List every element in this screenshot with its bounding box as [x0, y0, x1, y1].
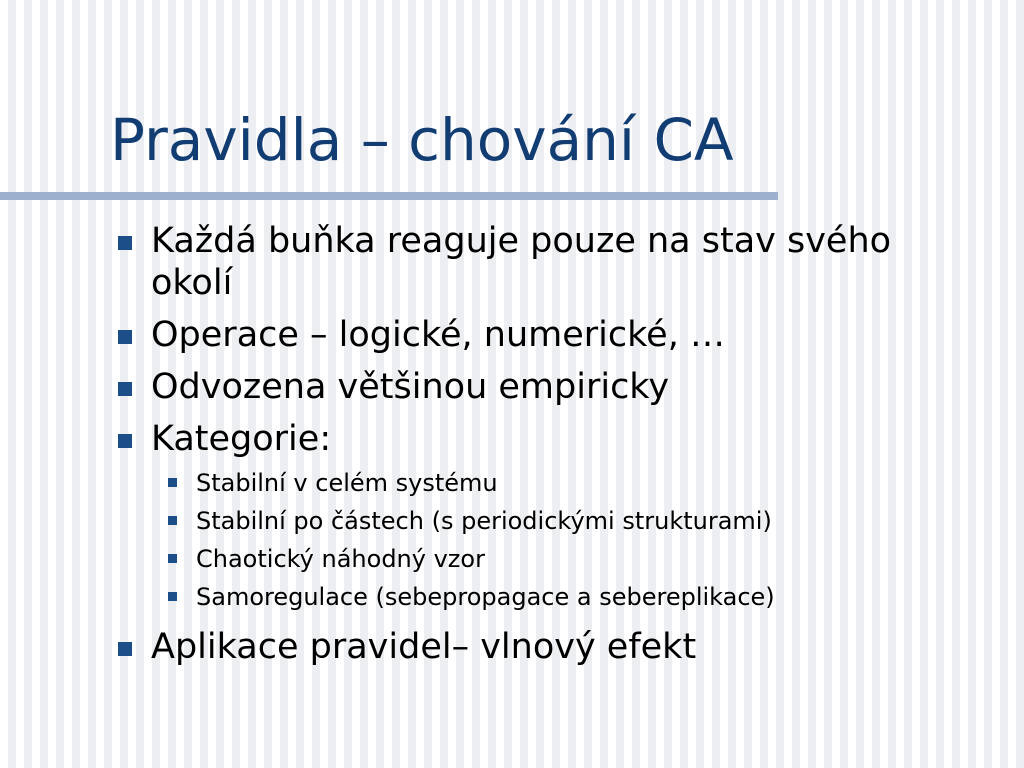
square-bullet-icon: [118, 642, 132, 656]
sub-bullet-text: Samoregulace (sebepropagace a sebereplikace): [196, 583, 775, 611]
bullet-text: Aplikace pravidel– vlnový efekt: [151, 627, 697, 667]
bullet-item: [110, 626, 910, 668]
square-bullet-icon: [118, 330, 132, 344]
square-bullet-icon: [118, 236, 132, 250]
square-bullet-icon: [118, 434, 132, 448]
bullet-text: Operace – logické, numerické, …: [151, 315, 725, 355]
bullet-item: [110, 418, 910, 460]
sub-bullet-text: Stabilní v celém systému: [196, 469, 498, 497]
slide-title: Pravidla – chování CA: [110, 106, 734, 174]
sub-bullet-text: Chaotický náhodný vzor: [196, 545, 485, 573]
title-divider: [0, 192, 778, 200]
bullet-text: Kategorie:: [151, 419, 332, 459]
sub-bullet-text: Stabilní po částech (s periodickými strukturami): [196, 507, 772, 535]
sub-bullet-item: [110, 502, 910, 540]
square-bullet-icon: [168, 516, 177, 525]
sub-bullet-list: [110, 464, 910, 616]
square-bullet-icon: [168, 478, 177, 487]
bullet-item: [110, 314, 910, 356]
bullet-text: Každá buňka reaguje pouze na stav svého okolí: [151, 221, 892, 303]
sub-bullet-item: [110, 578, 910, 616]
square-bullet-icon: [168, 554, 177, 563]
square-bullet-icon: [118, 382, 132, 396]
bullet-text: Odvozena většinou empiricky: [151, 367, 670, 407]
sub-bullet-item: [110, 464, 910, 502]
sub-bullet-item: [110, 540, 910, 578]
square-bullet-icon: [168, 592, 177, 601]
bullet-item: [110, 366, 910, 408]
bullet-item: [110, 220, 910, 304]
slide-body: [110, 220, 910, 678]
